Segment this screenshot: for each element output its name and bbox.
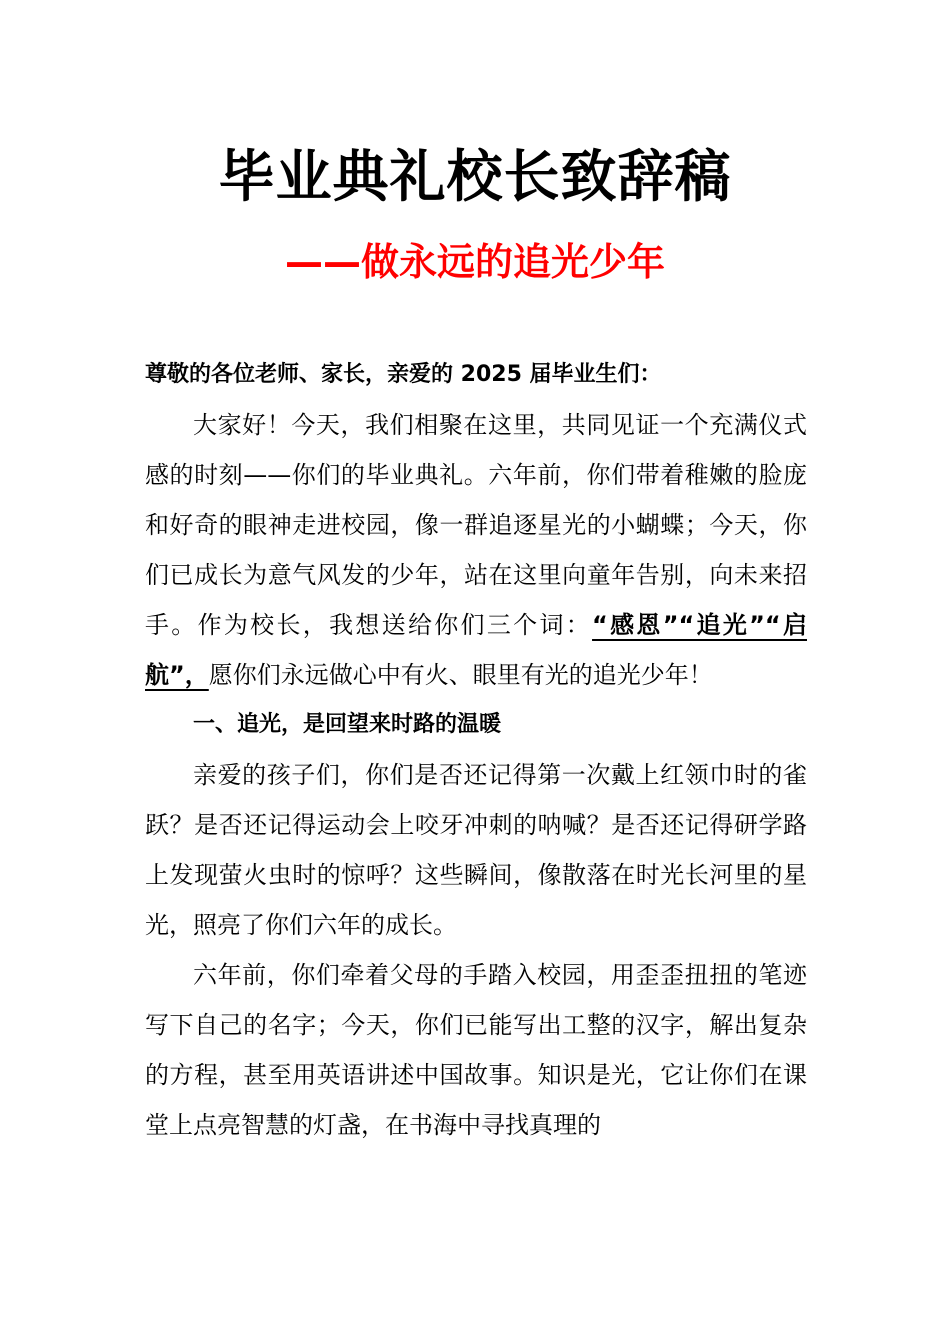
paragraph: 六年前，你们牵着父母的手踏入校园，用歪歪扭扭的笔迹写下自己的名字；今天，你们已能写出工整的汉字，解出复杂的方程，甚至用英语讲述中国故事。知识是光，它让你们在课堂上点亮智慧的灯盏，在书海中寻找真理的 (145, 961, 807, 1139)
document-subtitle: ——做永远的追光少年 (284, 240, 665, 284)
keywords-underlined: “感恩”“追光”“启航”， (145, 611, 807, 689)
paragraph: 亲爱的孩子们，你们是否还记得第一次戴上红领巾时的雀跃？是否还记得运动会上咬牙冲刺的呐喊？是否还记得研学路上发现萤火虫时的惊呼？这些瞬间，像散落在时光长河里的星光，照亮了你们六年的成长。 (145, 761, 807, 939)
salutation: 尊敬的各位老师、家长，亲爱的 2025 届毕业生们： (145, 362, 662, 387)
section-heading: 一、追光，是回望来时路的温暖 (193, 712, 502, 737)
intro-closing: 愿你们永远做心中有火、眼里有光的追光少年！ (208, 661, 713, 689)
document-body (145, 350, 807, 1150)
intro-paragraph (145, 400, 807, 700)
intro-text: 大家好！今天，我们相聚在这里，共同见证一个充满仪式感的时刻——你们的毕业典礼。六年前，你们带着稚嫩的脸庞和好奇的眼神走进校园，像一群追逐星光的小蝴蝶；今天，你们已成长为意气风发的少年，站在这里向童年告别，向未来招手。作为校长，我想送给你们三个词： (145, 411, 807, 639)
document-title: 毕业典礼校长致辞稿 (218, 145, 732, 210)
